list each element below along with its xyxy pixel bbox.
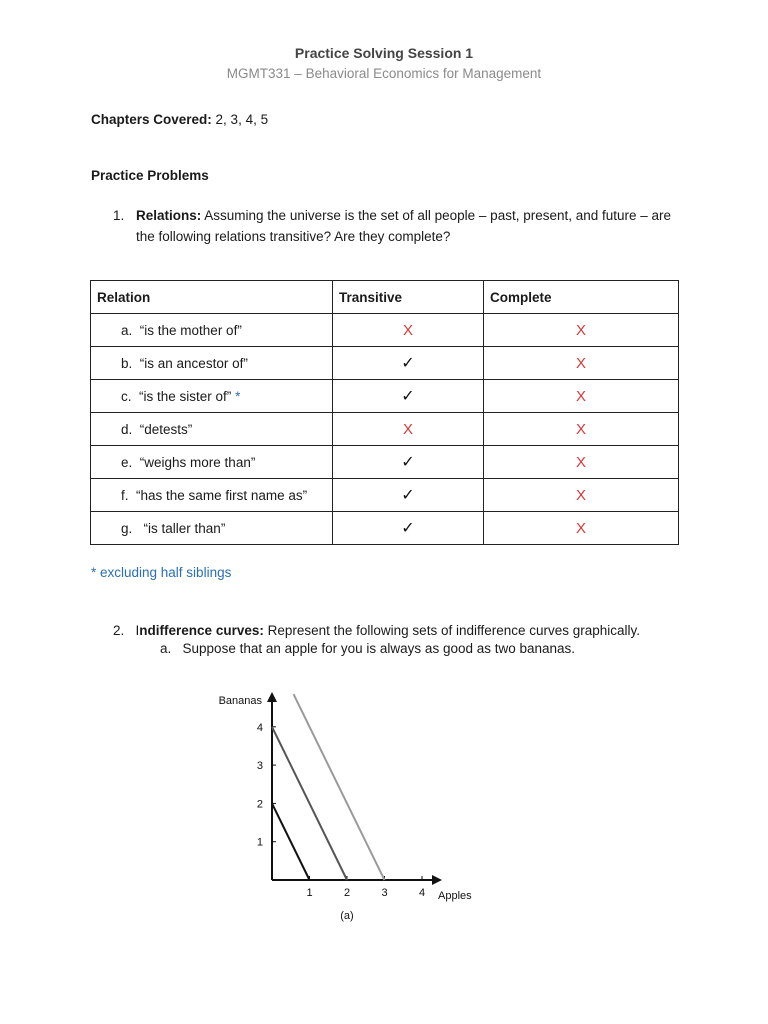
complete-cell (484, 479, 679, 512)
problem-1-body: Assuming the universe is the set of all people – past, present, and future – are the following relations transitive? Are they complete? (136, 208, 672, 244)
indifference-curve-chart (190, 680, 510, 930)
footnote-marker: * (235, 388, 241, 404)
table-row (91, 446, 679, 479)
checkmark-icon: ✓ (401, 454, 415, 471)
x-tick-label: 1 (306, 887, 313, 899)
cross-icon: X (402, 420, 413, 438)
indifference-curve-1 (272, 803, 310, 880)
cross-icon: X (575, 519, 586, 537)
problem-2-body: Represent the following sets of indifference curves graphically. (263, 623, 641, 638)
y-axis-label: Bananas (218, 695, 262, 707)
relation-cell (91, 446, 333, 479)
header-transitive: Transitive (333, 281, 484, 314)
y-tick-label: 4 (256, 721, 263, 734)
relation-cell (91, 512, 333, 545)
transitive-cell (333, 347, 484, 380)
problem-2a (160, 641, 575, 656)
table-row (91, 380, 679, 413)
relation-cell (91, 347, 333, 380)
chapters-value: 2, 3, 4, 5 (211, 112, 269, 127)
problem-2-label-first: I (135, 623, 140, 638)
complete-cell (484, 413, 679, 446)
row-letter: b. (121, 355, 133, 371)
chart-caption: (a) (340, 910, 354, 922)
row-letter: c. (121, 388, 132, 404)
relation-cell (91, 314, 333, 347)
cross-icon: X (575, 453, 586, 471)
transitive-cell (333, 512, 484, 545)
cross-icon: X (402, 321, 413, 339)
relation-cell (91, 479, 333, 512)
table-footnote: * excluding half siblings (91, 565, 232, 580)
row-letter: f. (121, 487, 129, 503)
x-tick-label: 2 (343, 887, 351, 899)
indifference-curve-2 (272, 727, 347, 880)
problem-2 (113, 621, 640, 641)
y-tick-label: 3 (256, 760, 263, 773)
checkmark-icon: ✓ (401, 487, 415, 504)
problem-1-label: Relations: (136, 208, 202, 223)
complete-cell (484, 512, 679, 545)
relation-text: “has the same first name as” (136, 487, 308, 503)
y-tick-label: 1 (256, 836, 263, 849)
checkmark-icon: ✓ (401, 388, 415, 405)
complete-cell (484, 347, 679, 380)
complete-cell (484, 314, 679, 347)
cross-icon: X (575, 354, 586, 372)
problem-2-label: ndifference curves: (139, 623, 264, 638)
table-row (91, 512, 679, 545)
section-heading: Practice Problems (91, 168, 209, 183)
row-letter: d. (121, 421, 133, 437)
table-row (91, 347, 679, 380)
cross-icon: X (575, 387, 586, 405)
relation-cell (91, 380, 333, 413)
problem-2-number: 2. (113, 623, 125, 638)
transitive-cell (333, 446, 484, 479)
chapters-covered (91, 112, 268, 127)
row-letter: a. (121, 322, 133, 338)
relations-table (90, 280, 679, 545)
relation-text: “detests” (139, 421, 193, 437)
relation-text: “is taller than” (139, 520, 226, 536)
x-axis-arrow (432, 875, 442, 885)
page-title: Practice Solving Session 1 (294, 45, 474, 61)
table-row (91, 314, 679, 347)
cross-icon: X (575, 420, 586, 438)
row-letter: e. (121, 454, 133, 470)
complete-cell (484, 446, 679, 479)
transitive-cell (333, 380, 484, 413)
relation-cell (91, 413, 333, 446)
chapters-label: Chapters Covered: (91, 112, 212, 127)
x-axis-label: Apples (438, 890, 472, 902)
cross-icon: X (575, 486, 586, 504)
problem-1 (113, 205, 673, 247)
complete-cell (484, 380, 679, 413)
y-axis-arrow (267, 692, 277, 702)
relation-text: “weighs more than” (139, 454, 256, 470)
problem-1-text (136, 205, 673, 247)
table-header-row (91, 281, 679, 314)
relation-text: “is the mother of” (139, 322, 242, 338)
table-row (91, 479, 679, 512)
relation-text: “is the sister of” (139, 388, 236, 404)
course-subtitle: MGMT331 – Behavioral Economics for Management (226, 66, 542, 81)
cross-icon: X (575, 321, 586, 339)
transitive-cell (333, 413, 484, 446)
x-tick-label: 3 (381, 887, 388, 899)
y-tick-label: 2 (256, 798, 263, 811)
x-tick-label: 4 (418, 887, 426, 899)
checkmark-icon: ✓ (401, 355, 415, 372)
problem-2a-text: Suppose that an apple for you is always as good as two bananas. (182, 641, 576, 656)
transitive-cell (333, 479, 484, 512)
transitive-cell (333, 314, 484, 347)
checkmark-icon: ✓ (401, 520, 415, 537)
header-complete: Complete (484, 281, 679, 314)
indifference-curve-3 (294, 694, 385, 880)
problem-2a-letter: a. (160, 641, 172, 656)
header-relation: Relation (91, 281, 333, 314)
problem-1-number: 1. (113, 208, 125, 223)
relation-text: “is an ancestor of” (139, 355, 248, 371)
row-letter: g. (121, 520, 133, 536)
table-row (91, 413, 679, 446)
